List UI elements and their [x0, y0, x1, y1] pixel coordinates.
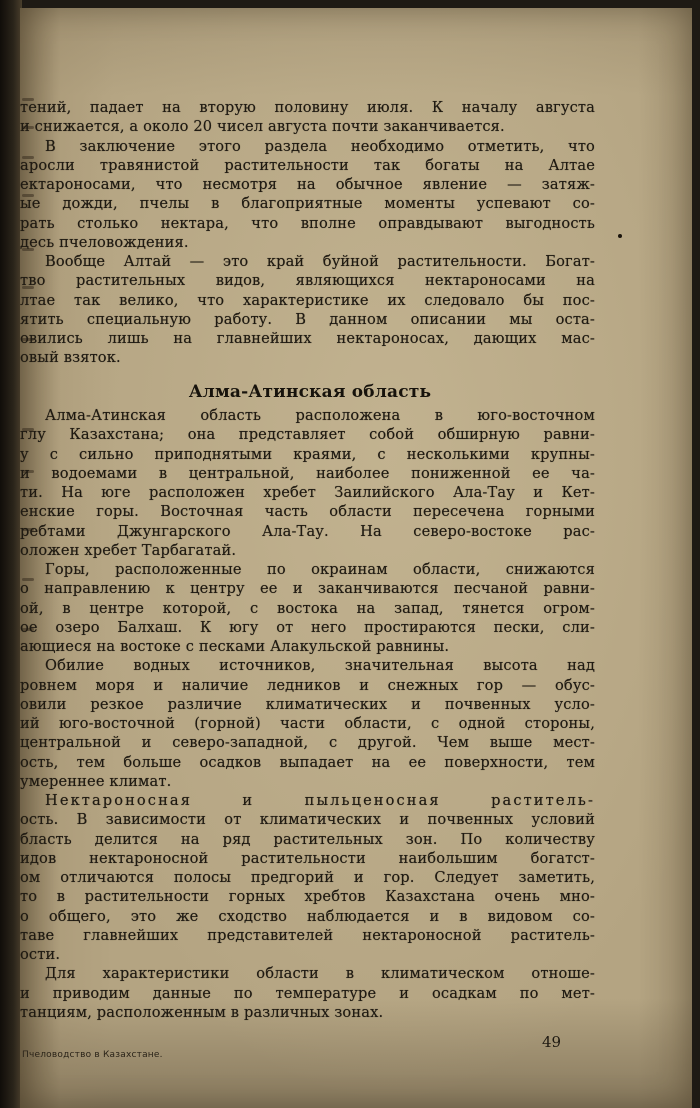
- text-line: овили резкое различие климатических и почвенных усло-: [20, 695, 595, 713]
- text-line: ребтами Джунгарского Ала-Тау. На северо-востоке рас-: [20, 522, 595, 540]
- text-line: ые дожди, пчелы в благоприятные моменты успевают со-: [20, 195, 595, 213]
- text-line: умереннее климат.: [20, 772, 172, 790]
- text-line: оложен хребет Тарбагатай.: [20, 541, 237, 559]
- text-line: ость. В зависимости от климатических и почвенных условий: [20, 811, 595, 829]
- text-line: ектароносами, что несмотря на обычное явление — затяж-: [20, 176, 595, 193]
- text-line: рать столько нектара, что вполне оправдывают выгодность: [20, 214, 595, 232]
- text-line: и водоемами в центральной, наиболее пониженной ее ча-: [20, 464, 595, 482]
- text-line: тений, падает на вторую половину июля. К началу августа: [20, 99, 595, 116]
- text-line: о общего, это же сходство наблюдается и в видовом со-: [20, 907, 595, 925]
- book-gutter: [0, 0, 22, 1108]
- text-line: ающиеся на востоке с песками Алакульской равнины.: [20, 638, 450, 655]
- text-line: ятить специальную работу. В данном описании мы оста-: [20, 310, 595, 328]
- text-line: то в растительности горных хребтов Казахстана очень мно-: [20, 888, 595, 906]
- text-line: танциям, расположенным в различных зонах.: [20, 1003, 384, 1021]
- text-line: бласть делится на ряд растительных зон. По количеству: [20, 830, 595, 848]
- section-heading: Алма-Атинская область: [188, 382, 432, 402]
- text-line: глу Казахстана; она представляет собой обширную равни-: [20, 426, 595, 444]
- text-line: Нектароносная и пыльценосная раститель-: [45, 792, 595, 809]
- text-line: овились лишь на главнейших нектароносах, дающих мас-: [20, 330, 595, 347]
- text-line: у с сильно приподнятыми краями, с несколькими крупны-: [20, 445, 595, 463]
- text-line: енские горы. Восточная часть области пересечена горными: [20, 503, 595, 521]
- text-line: Алма-Атинская область расположена в юго-восточном: [45, 407, 595, 424]
- footer-signature: Пчеловодство в Казахстане.: [22, 1050, 163, 1060]
- text-line: ий юго-восточной (горной) части области, с одной стороны,: [20, 715, 595, 732]
- text-line: Вообще Алтай — это край буйной растительности. Богат-: [45, 253, 595, 270]
- text-line: овый взяток.: [20, 349, 121, 367]
- text-line: о направлению к центру ее и заканчиваются песчаной равни-: [20, 580, 595, 598]
- text-line: лтае так велико, что характеристике их следовало бы пос-: [20, 291, 595, 309]
- text-line: Горы, расположенные по окраинам области, снижаются: [45, 561, 595, 578]
- text-line: В заключение этого раздела необходимо отметить, что: [45, 137, 595, 155]
- body-text: [20, 98, 600, 1022]
- text-line: центральной и северо-западной, с другой. Чем выше мест-: [20, 734, 595, 752]
- text-line: аросли травянистой растительности так богаты на Алтае: [20, 156, 595, 174]
- text-line: десь пчеловождения.: [20, 233, 189, 251]
- text-line: и приводим данные по температуре и осадкам по мет-: [20, 984, 595, 1002]
- text-line: и снижается, а около 20 чисел августа почти заканчивается.: [20, 118, 505, 136]
- text-line: идов нектароносной растительности наибольшим богатст-: [20, 849, 595, 867]
- text-line: ое озеро Балхаш. К югу от него простираются пески, сли-: [20, 618, 595, 636]
- book-page: [20, 8, 692, 1108]
- text-line: Обилие водных источников, значительная высота над: [45, 657, 595, 675]
- text-line: ости.: [20, 946, 61, 963]
- text-line: тво растительных видов, являющихся нектароносами на: [20, 272, 595, 290]
- text-line: Для характеристики области в климатическом отноше-: [45, 965, 595, 983]
- page-number: 49: [542, 1033, 562, 1051]
- text-line: ровнем моря и наличие ледников и снежных гор — обус-: [20, 676, 595, 694]
- text-line: таве главнейших представителей нектароносной раститель-: [20, 926, 595, 944]
- text-line: ом отличаются полосы предгорий и гор. Следует заметить,: [20, 869, 595, 886]
- text-line: ой, в центре которой, с востока на запад, тянется огром-: [20, 599, 595, 617]
- ink-speck: [618, 234, 622, 238]
- text-line: ти. На юге расположен хребет Заилийского Ала-Тау и Кет-: [20, 484, 595, 501]
- text-line: ость, тем больше осадков выпадает на ее поверхности, тем: [20, 753, 595, 771]
